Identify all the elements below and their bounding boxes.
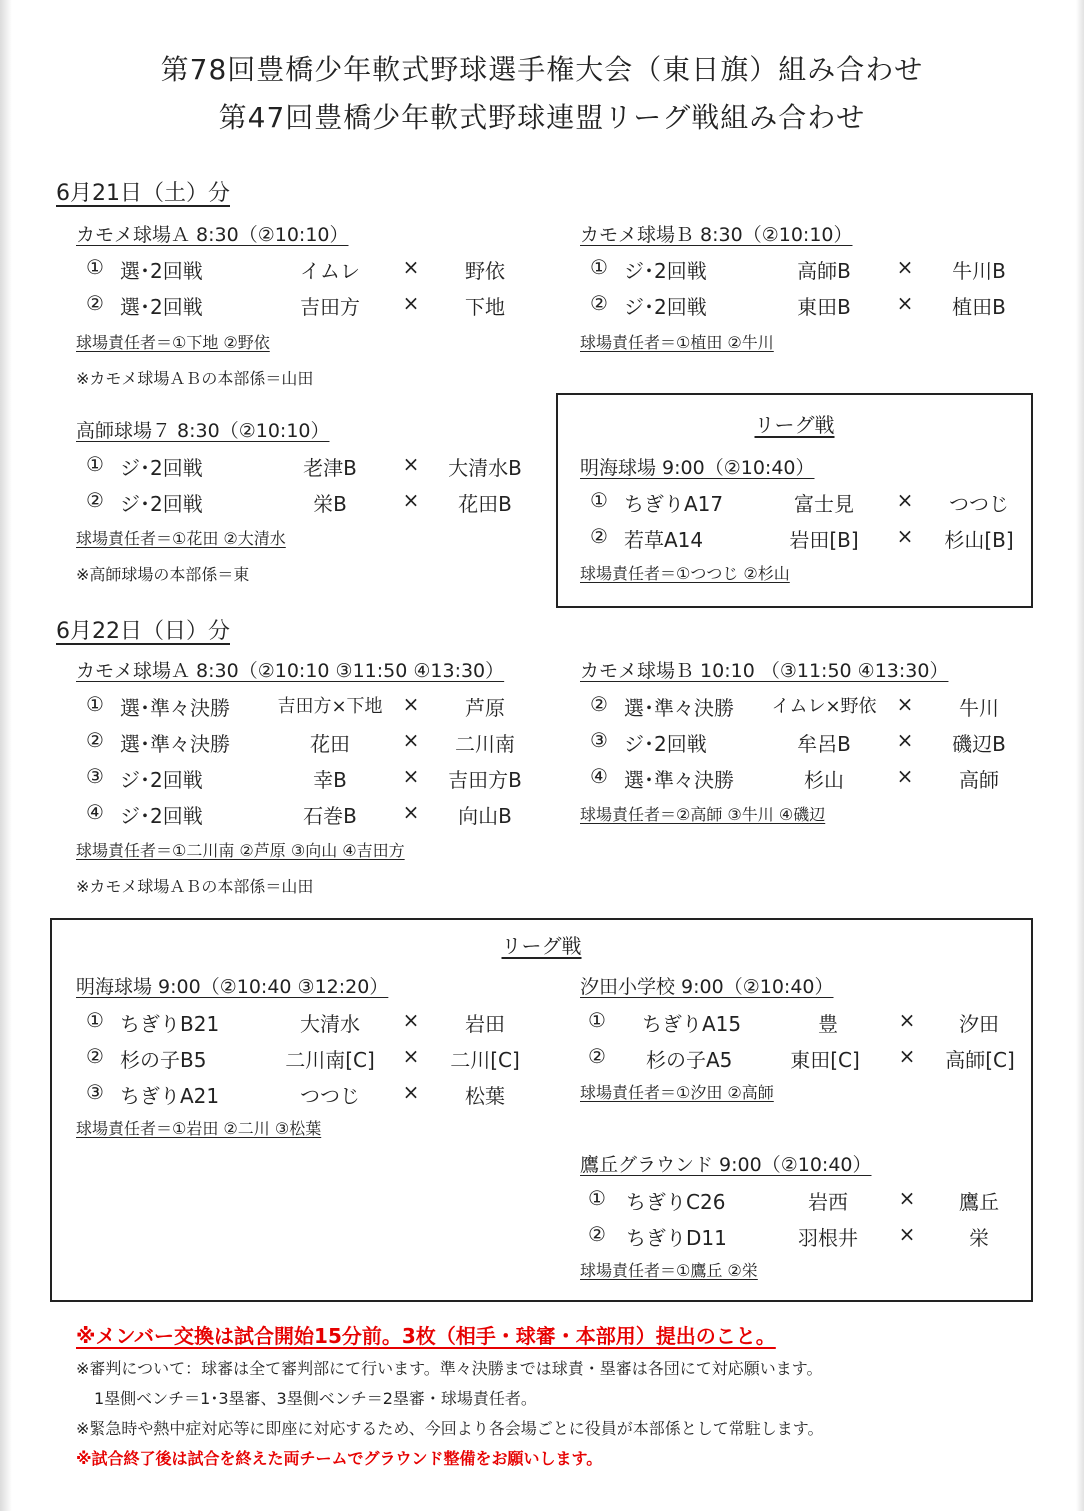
team-away: 松葉 [465,1084,505,1108]
game-round: ジ･2回戦 [624,732,707,756]
vs-mark: × [402,728,420,752]
vs-mark: × [896,488,914,512]
vs-mark: × [402,800,420,824]
team-away: 高師[C] [945,1048,1015,1072]
hq-note-takashi-day1: ※高師球場の本部係＝東 [76,565,250,584]
game-number: ② [86,728,104,752]
game-row [80,255,540,285]
game-row [584,291,1044,321]
team-away: 二川[C] [450,1048,520,1072]
team-home: 岩西 [808,1190,848,1214]
game-number: ③ [590,728,608,752]
game-round: ジ･2回戦 [120,768,203,792]
vs-mark: × [896,291,914,315]
team-away: つつじ [949,492,1009,516]
field-manager-meikai-day2: 球場責任者＝①岩田 ②二川 ③松葉 [76,1119,322,1138]
game-number: ① [590,255,608,279]
venue-takaoka-day2: 鷹丘グラウンド 9:00（②10:40） [580,1154,872,1176]
team-away: 植田B [952,295,1006,319]
team-away: 栄 [969,1226,989,1250]
game-row [80,488,540,518]
team-away: 高師 [959,768,999,792]
game-round: ちぎりA21 [120,1084,220,1108]
game-number: ② [86,1044,104,1068]
league-box-day1 [556,393,1033,608]
game-round: ジ･2回戦 [624,295,707,319]
team-away: 吉田方B [448,768,522,792]
team-home: 栄B [313,492,347,516]
game-number: ② [588,1044,606,1068]
team-away: 汐田 [959,1012,999,1036]
vs-mark: × [898,1186,916,1210]
date-day2: 6月22日（日）分 [56,619,230,644]
title-tournament: 第78回豊橋少年軟式野球選手権大会（東日旗）組み合わせ [160,53,924,86]
game-round: 選･準々決勝 [120,732,230,756]
field-manager-kamome-b-day1: 球場責任者＝①植田 ②牛川 [580,333,774,352]
vs-mark: × [402,764,420,788]
game-round: 選･準々決勝 [624,696,734,720]
game-row [80,800,540,830]
game-round: 若草A14 [624,528,704,552]
team-home: 東田[C] [790,1048,860,1072]
team-away: 下地 [465,295,505,319]
league-title-day1 [558,409,1031,438]
vs-mark: × [402,291,420,315]
game-row [80,764,540,794]
team-away: 花田B [458,492,512,516]
game-round: ジ･2回戦 [120,456,203,480]
team-home: つつじ [300,1084,360,1108]
game-round: 選･2回戦 [120,295,203,319]
game-row [80,1008,540,1038]
vs-mark: × [402,1080,420,1104]
team-home: 岩田[B] [789,528,859,552]
vs-mark: × [402,1008,420,1032]
team-home: 羽根井 [798,1226,858,1250]
game-row [80,1044,540,1074]
game-round: 選･準々決勝 [624,768,734,792]
venue-kamome-b-day1: カモメ球場Ｂ 8:30（②10:10） [580,224,853,246]
game-row [80,452,540,482]
team-away: 牛川 [959,696,999,720]
vs-mark: × [402,452,420,476]
league-title-text: リーグ戦 [754,413,835,437]
team-home: 幸B [313,768,347,792]
team-home: 吉田方×下地 [277,696,383,717]
team-home: 花田 [310,732,350,756]
team-home: 吉田方 [300,295,360,319]
game-row [584,524,1024,554]
game-round: ちぎりA15 [642,1012,742,1036]
field-manager-kamome-a-day2: 球場責任者＝①二川南 ②芦原 ③向山 ④吉田方 [76,841,405,860]
game-row [584,255,1044,285]
team-home: 豊 [818,1012,838,1036]
game-round: 選･2回戦 [120,259,203,283]
team-away: 芦原 [465,696,505,720]
vs-mark: × [898,1222,916,1246]
team-away: 牛川B [952,259,1006,283]
game-number: ② [86,291,104,315]
league-box-day2 [50,918,1033,1302]
team-away: 岩田 [465,1012,505,1036]
vs-mark: × [402,255,420,279]
game-number: ① [86,255,104,279]
vs-mark: × [402,692,420,716]
game-round: 選･準々決勝 [120,696,230,720]
game-number: ④ [86,800,104,824]
vs-mark: × [898,1044,916,1068]
team-away: 鷹丘 [959,1190,999,1214]
venue-kamome-a-day2: カモメ球場Ａ 8:30（②10:10 ③11:50 ④13:30） [76,660,505,682]
game-row [80,291,540,321]
team-home: 富士見 [794,492,854,516]
vs-mark: × [898,1008,916,1032]
game-number: ① [86,1008,104,1032]
team-away: 野依 [465,259,505,283]
team-away: 向山B [458,804,512,828]
game-number: ② [590,291,608,315]
game-number: ① [588,1008,606,1032]
game-row [584,764,1044,794]
game-number: ④ [590,764,608,788]
vs-mark: × [896,524,914,548]
emergency-note: ※緊急時や熱中症対応等に即座に対応するため、今回より各会場ごとに役員が本部係として常駐します。 [76,1419,824,1438]
venue-meikai-day1: 明海球場 9:00（②10:40） [580,457,815,479]
team-home: 高師B [797,259,851,283]
team-home: 牟呂B [797,732,851,756]
team-away: 大清水B [448,456,522,480]
team-home: 大清水 [300,1012,360,1036]
league-title-day2 [52,930,1031,959]
game-row [584,488,1024,518]
team-home: 東田B [797,295,851,319]
game-number: ③ [86,1080,104,1104]
umpire-note: ※審判について：球審は全て審判部にて行います。準々決勝までは球責・塁審は各団にて対応願います。 [76,1359,823,1378]
ground-maintenance-notice: ※試合終了後は試合を終えた両チームでグラウンド整備をお願いします。 [76,1449,603,1468]
game-round: ジ･2回戦 [120,804,203,828]
vs-mark: × [896,728,914,752]
team-away: 磯辺B [952,732,1006,756]
game-row [584,728,1044,758]
game-round: ちぎりA17 [624,492,724,516]
vs-mark: × [896,255,914,279]
team-home: イムレ [300,259,360,283]
team-home: 二川南[C] [285,1048,375,1072]
game-round: ジ･2回戦 [624,259,707,283]
title-league: 第47回豊橋少年軟式野球連盟リーグ戦組み合わせ [218,101,866,134]
page-shadow-right [1076,0,1084,1511]
game-row [582,1186,1022,1216]
game-row [582,1044,1022,1074]
team-home: イムレ×野依 [771,696,877,717]
game-row [80,1080,540,1110]
team-home: 老津B [303,456,357,480]
game-row [584,692,1044,722]
vs-mark: × [896,764,914,788]
game-number: ① [86,692,104,716]
game-number: ① [86,452,104,476]
game-round: ちぎりD11 [626,1226,727,1250]
game-number: ② [86,488,104,512]
hq-note-kamome-day2: ※カモメ球場ＡＢの本部係＝山田 [76,877,314,896]
member-exchange-notice: ※メンバー交換は試合開始15分前。3枚（相手・球審・本部用）提出のこと。 [76,1324,776,1348]
game-number: ① [588,1186,606,1210]
game-number: ② [590,692,608,716]
team-home: 石巻B [303,804,357,828]
game-row [582,1008,1022,1038]
game-round: ジ･2回戦 [120,492,203,516]
game-number: ③ [86,764,104,788]
venue-kamome-b-day2: カモメ球場Ｂ 10:10 （③11:50 ④13:30） [580,660,949,682]
game-round: ちぎりC26 [626,1190,726,1214]
umpire-note-bench: 1塁側ベンチ＝1･3塁審、3塁側ベンチ＝2塁審・球場責任者。 [94,1389,537,1408]
game-number: ② [588,1222,606,1246]
game-row [80,692,540,722]
venue-kamome-a-day1: カモメ球場Ａ 8:30（②10:10） [76,224,349,246]
date-day1: 6月21日（土）分 [56,181,230,206]
vs-mark: × [896,692,914,716]
field-manager-shioda-day2: 球場責任者＝①汐田 ②高師 [580,1083,774,1102]
game-number: ② [590,524,608,548]
game-round: ちぎりB21 [120,1012,220,1036]
page-shadow-left [0,0,12,1511]
league-title-text: リーグ戦 [501,934,582,958]
field-manager-kamome-b-day2: 球場責任者＝②高師 ③牛川 ④磯辺 [580,805,826,824]
game-round: 杉の子A5 [646,1048,733,1072]
team-away: 二川南 [455,732,515,756]
field-manager-takashi-day1: 球場責任者＝①花田 ②大清水 [76,529,286,548]
team-home: 杉山 [804,768,844,792]
field-manager-meikai-day1: 球場責任者＝①つつじ ②杉山 [580,564,790,583]
venue-meikai-day2: 明海球場 9:00（②10:40 ③12:20） [76,976,389,998]
vs-mark: × [402,1044,420,1068]
game-row [80,728,540,758]
venue-takashi-day1: 高師球場７ 8:30（②10:10） [76,420,330,442]
field-manager-takaoka-day2: 球場責任者＝①鷹丘 ②栄 [580,1261,758,1280]
game-number: ① [590,488,608,512]
venue-shioda-day2: 汐田小学校 9:00（②10:40） [580,976,834,998]
game-round: 杉の子B5 [120,1048,207,1072]
field-manager-kamome-a-day1: 球場責任者＝①下地 ②野依 [76,333,270,352]
hq-note-kamome-day1: ※カモメ球場ＡＢの本部係＝山田 [76,369,314,388]
game-row [582,1222,1022,1252]
team-away: 杉山[B] [944,528,1014,552]
vs-mark: × [402,488,420,512]
